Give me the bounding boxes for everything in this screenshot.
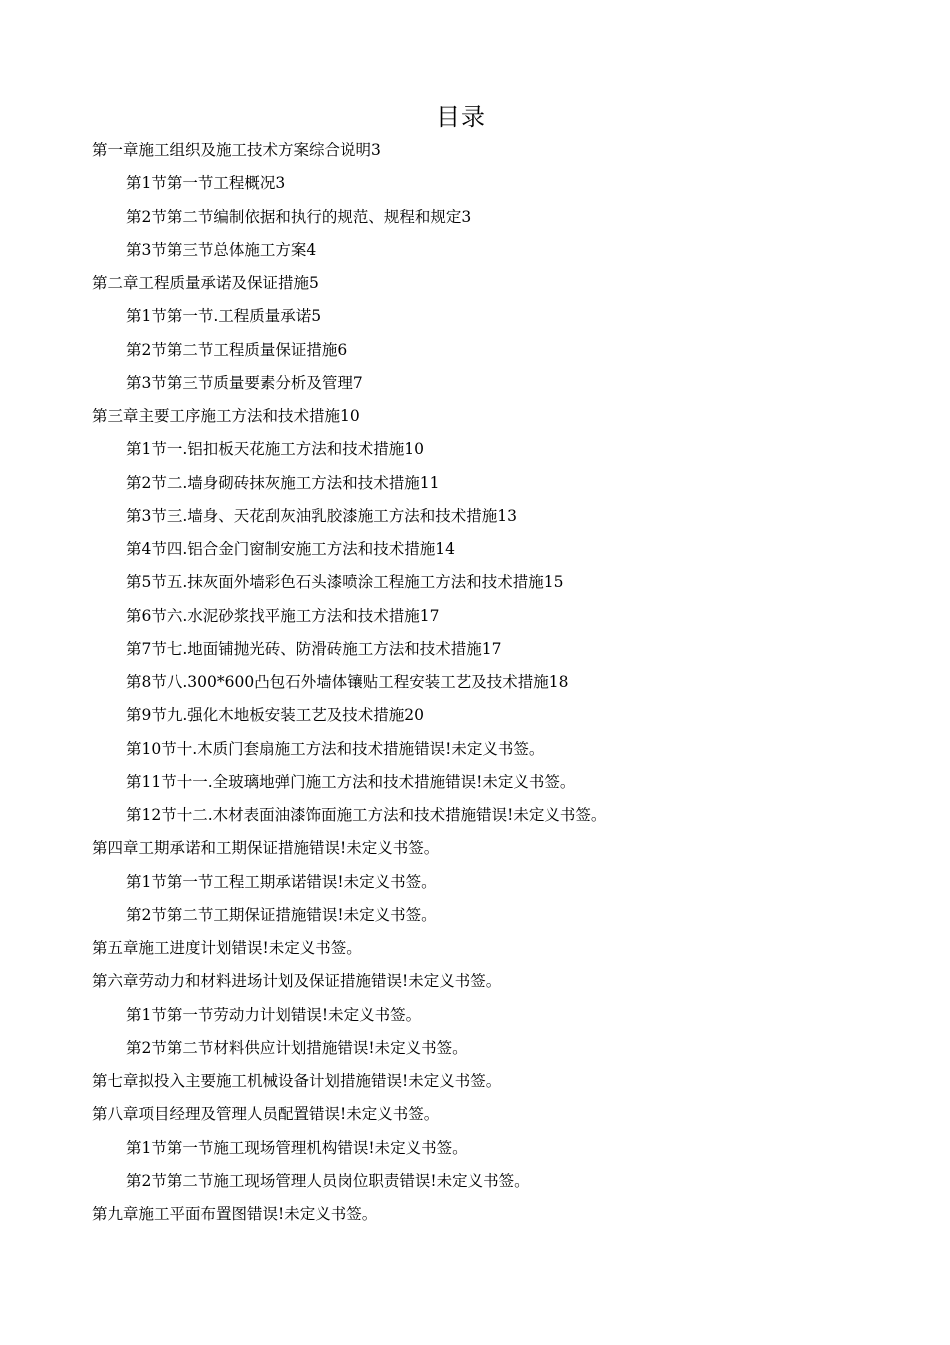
toc-entry-text: 第11节十一.全玻璃地弹门施工方法和技术措施: [126, 772, 446, 791]
toc-entry-text: 第八章项目经理及管理人员配置: [92, 1105, 310, 1124]
toc-entry-page: 错误!未定义书签。: [371, 972, 502, 991]
toc-entry-page: 11: [419, 473, 440, 492]
toc-section-entry[interactable]: [0, 633, 950, 666]
toc-entry-page: 5: [309, 274, 319, 292]
toc-entry-text: 第1节第一节劳动力计划: [126, 1005, 291, 1024]
toc-chapter-entry[interactable]: [0, 267, 950, 300]
toc-entry-page: 18: [548, 673, 569, 691]
toc-section-entry[interactable]: [0, 334, 950, 367]
toc-section-entry[interactable]: [0, 234, 950, 267]
toc-entry-page: 7: [352, 373, 363, 392]
toc-entry-page: 错误!未定义书签。: [337, 1138, 468, 1157]
toc-section-entry[interactable]: [0, 799, 950, 832]
toc-section-entry[interactable]: [0, 600, 950, 633]
toc-entry-text: 第7节七.地面铺抛光砖、防滑砖施工方法和技术措施: [126, 639, 482, 658]
toc-entry-page: 错误!未定义书签。: [309, 1105, 440, 1124]
toc-chapter-entry[interactable]: [0, 832, 950, 865]
toc-entry-page: 3: [371, 141, 381, 159]
toc-entry-page: 3: [461, 207, 472, 226]
toc-entry-text: 第1节第一节施工现场管理机构: [126, 1138, 338, 1157]
toc-chapter-entry[interactable]: [0, 932, 950, 965]
toc-entry-text: 第8节八.300*600凸包石外墙体镶贴工程安装工艺及技术措施: [126, 673, 549, 691]
toc-entry-page: 20: [404, 706, 425, 725]
toc-entry-page: 15: [543, 573, 564, 592]
toc-entry-page: 错误!未定义书签。: [476, 806, 607, 824]
toc-entry-text: 第9节九.强化木地板安装工艺及技术措施: [126, 706, 405, 725]
toc-section-entry[interactable]: [0, 433, 950, 466]
toc-section-entry[interactable]: [0, 167, 950, 200]
toc-title: 目录: [436, 103, 486, 131]
toc-chapter-entry[interactable]: [0, 965, 950, 998]
toc-entry-text: 第2节第二节材料供应计划措施: [126, 1038, 338, 1057]
toc-entry-page: 13: [497, 506, 518, 525]
toc-list: [0, 134, 950, 1231]
toc-entry-page: 错误!未定义书签。: [309, 839, 440, 858]
toc-section-entry[interactable]: [0, 1132, 950, 1165]
toc-section-entry[interactable]: [0, 766, 950, 799]
toc-entry-text: 第2节第二节施工现场管理人员岗位职责: [126, 1171, 400, 1190]
toc-chapter-entry[interactable]: [0, 134, 950, 167]
toc-entry-text: 第2节第二节工程质量保证措施: [126, 340, 338, 359]
toc-entry-text: 第2节二.墙身砌砖抹灰施工方法和技术措施: [126, 473, 420, 492]
toc-entry-page: 错误!未定义书签。: [231, 939, 362, 957]
toc-section-entry[interactable]: [0, 1165, 950, 1198]
toc-section-entry[interactable]: [0, 300, 950, 333]
toc-entry-text: 第4节四.铝合金门窗制安施工方法和技术措施: [126, 540, 436, 558]
toc-section-entry[interactable]: [0, 467, 950, 500]
toc-entry-page: 错误!未定义书签。: [290, 1005, 422, 1024]
toc-chapter-entry[interactable]: [0, 1198, 950, 1231]
toc-entry-page: 5: [311, 307, 322, 326]
toc-entry-text: 第1节第一节工程工期承诺: [126, 872, 307, 891]
toc-entry-page: 6: [337, 340, 348, 359]
toc-entry-text: 第2节第二节编制依据和执行的规范、规程和规定: [126, 207, 462, 226]
toc-section-entry[interactable]: [0, 733, 950, 766]
toc-section-entry[interactable]: [0, 1032, 950, 1065]
toc-entry-page: 错误!未定义书签。: [337, 1038, 468, 1057]
toc-entry-page: 错误!未定义书签。: [414, 739, 545, 758]
toc-entry-text: 第6节六.水泥砂浆找平施工方法和技术措施: [126, 606, 420, 625]
toc-entry-text: 第七章拟投入主要施工机械设备计划措施: [92, 1072, 372, 1090]
toc-entry-text: 第五章施工进度计划: [92, 939, 232, 957]
toc-entry-text: 第1节第一节工程概况: [126, 174, 276, 193]
toc-entry-page: 4: [306, 240, 317, 259]
toc-entry-text: 第5节五.抹灰面外墙彩色石头漆喷涂工程施工方法和技术措施: [126, 573, 544, 592]
toc-entry-text: 第12节十二.木材表面油漆饰面施工方法和技术措施: [126, 806, 477, 824]
toc-entry-text: 第1节一.铝扣板天花施工方法和技术措施: [126, 440, 405, 459]
toc-entry-text: 第3节第三节总体施工方案: [126, 240, 307, 259]
toc-section-entry[interactable]: [0, 899, 950, 932]
toc-section-entry[interactable]: [0, 999, 950, 1032]
toc-entry-page: 10: [404, 440, 425, 459]
toc-entry-text: 第3节第三节质量要素分析及管理: [126, 373, 353, 392]
toc-entry-page: 错误!未定义书签。: [445, 772, 576, 791]
toc-entry-page: 错误!未定义书签。: [306, 905, 437, 924]
toc-entry-page: 17: [419, 606, 440, 625]
toc-section-entry[interactable]: [0, 367, 950, 400]
toc-entry-text: 第九章施工平面布置图: [92, 1205, 248, 1223]
toc-entry-text: 第二章工程质量承诺及保证措施: [92, 274, 310, 292]
toc-entry-text: 第2节第二节工期保证措施: [126, 905, 307, 924]
toc-entry-page: 17: [481, 639, 502, 658]
toc-section-entry[interactable]: [0, 566, 950, 599]
toc-chapter-entry[interactable]: [0, 1065, 950, 1098]
toc-section-entry[interactable]: [0, 201, 950, 234]
toc-entry-page: 3: [275, 174, 286, 193]
toc-section-entry[interactable]: [0, 666, 950, 699]
toc-entry-page: 错误!未定义书签。: [399, 1171, 530, 1190]
toc-entry-text: 第1节第一节.工程质量承诺: [126, 307, 312, 326]
toc-section-entry[interactable]: [0, 699, 950, 732]
toc-entry-text: 第六章劳动力和材料进场计划及保证措施: [92, 972, 372, 991]
toc-entry-text: 第3节三.墙身、天花刮灰油乳胶漆施工方法和技术措施: [126, 506, 498, 525]
toc-chapter-entry[interactable]: [0, 1098, 950, 1131]
toc-section-entry[interactable]: [0, 533, 950, 566]
toc-section-entry[interactable]: [0, 500, 950, 533]
toc-entry-page: 错误!未定义书签。: [306, 872, 437, 891]
toc-entry-text: 第三章主要工序施工方法和技术措施: [92, 407, 341, 425]
toc-section-entry[interactable]: [0, 866, 950, 899]
toc-chapter-entry[interactable]: [0, 400, 950, 433]
toc-entry-text: 第10节十.木质门套扇施工方法和技术措施: [126, 739, 415, 758]
toc-entry-page: 错误!未定义书签。: [247, 1205, 378, 1223]
toc-entry-text: 第四章工期承诺和工期保证措施: [92, 839, 310, 858]
toc-entry-page: 14: [435, 540, 456, 558]
toc-entry-page: 10: [340, 407, 360, 425]
toc-entry-page: 错误!未定义书签。: [371, 1072, 502, 1090]
toc-entry-text: 第一章施工组织及施工技术方案综合说明: [92, 141, 372, 159]
